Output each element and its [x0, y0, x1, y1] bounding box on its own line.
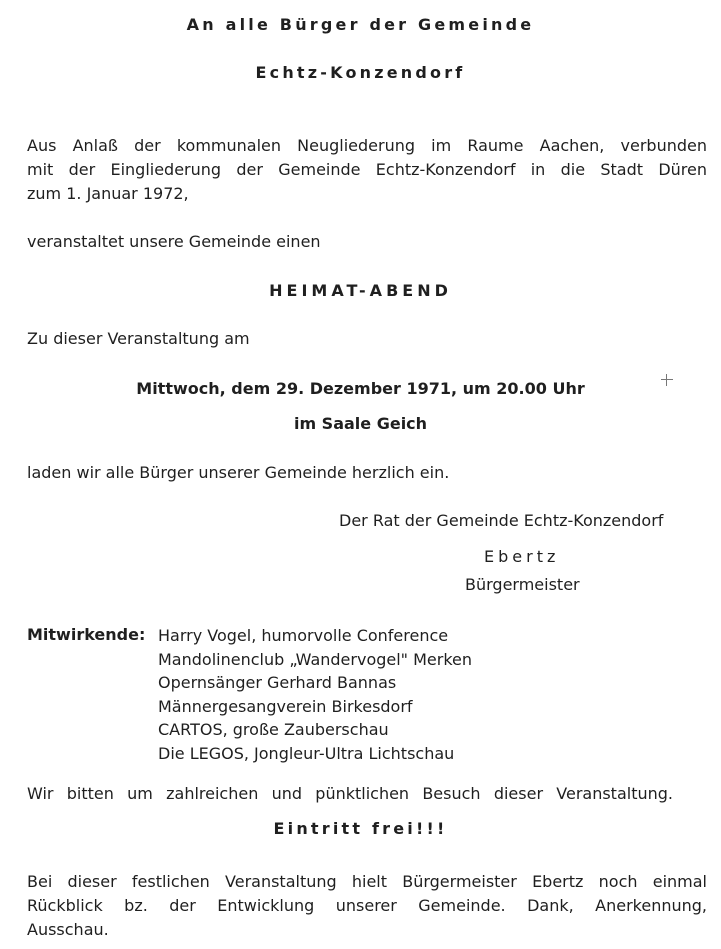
closing-line-2: Rückblick bz. der Entwicklung unserer Gemeinde. Dank, Anerkennung,	[27, 896, 707, 915]
list-item: Männergesangverein Birkesdorf	[158, 696, 413, 716]
intro-line-2: mit der Eingliederung der Gemeinde Echtz-Konzendorf in die Stadt Düren	[27, 160, 707, 179]
invite-close: laden wir alle Bürger unserer Gemeinde herzlich ein.	[27, 463, 450, 482]
list-item: Opernsänger Gerhard Bannas	[158, 673, 397, 693]
event-date: Mittwoch, dem 29. Dezember 1971, um 20.00 Uhr	[136, 379, 585, 398]
contributors-label: Mitwirkende:	[27, 625, 146, 644]
attendance-request: Wir bitten um zahlreichen und pünktlichen Besuch dieser Veranstaltung.	[27, 784, 673, 803]
signature-role: Bürgermeister	[465, 575, 580, 594]
admission-free: Eintritt frei!!!	[273, 819, 448, 838]
invite-lead: Zu dieser Veranstaltung am	[27, 329, 250, 348]
event-venue: im Saale Geich	[293, 414, 428, 433]
list-item: Die LEGOS, Jongleur-Ultra Lichtschau	[158, 743, 455, 763]
signature-name: Ebertz	[484, 547, 560, 566]
event-title: HEIMAT-ABEND	[269, 281, 452, 300]
list-item: Harry Vogel, humorvolle Conference	[158, 626, 449, 645]
intro-line-3: zum 1. Januar 1972,	[27, 184, 189, 203]
closing-line-1: Bei dieser festlichen Veranstaltung hielt Bürgermeister Ebertz noch einmal	[27, 872, 707, 891]
heading-line-2: Echtz-Konzendorf	[255, 63, 466, 82]
announce-text: veranstaltet unsere Gemeinde einen	[27, 232, 321, 251]
list-item: CARTOS, große Zauberschau	[158, 720, 389, 740]
signature-council: Der Rat der Gemeinde Echtz-Konzendorf	[339, 511, 664, 530]
list-item: Mandolinenclub „Wandervogel" Merken	[158, 649, 473, 669]
contributors-list	[158, 624, 472, 766]
heading-line-1: An alle Bürger der Gemeinde	[186, 15, 535, 34]
crosshair-mark-icon	[661, 374, 673, 386]
intro-line-1: Aus Anlaß der kommunalen Neugliederung im Raume Aachen, verbunden	[27, 136, 707, 155]
closing-line-3: Ausschau.	[27, 920, 109, 939]
